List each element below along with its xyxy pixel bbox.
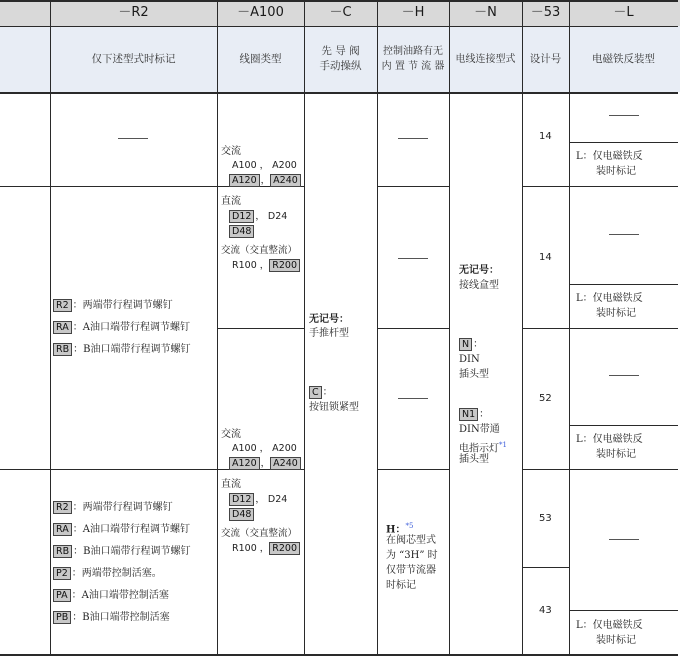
r2g1-item-1: RA ：A油口端带行程调节螺钉: [53, 321, 190, 335]
code-l: －L: [613, 5, 634, 20]
h-dash-3: [398, 398, 428, 399]
r2-none-dash: [118, 138, 148, 139]
r2g2-item-1: RA ：A油口端带行程调节螺钉: [53, 523, 190, 537]
header-h: 控制油路有无 内 置 节 流 器: [381, 46, 445, 72]
design-number-3: 53: [539, 513, 552, 524]
header-53: 设计号: [529, 52, 562, 65]
coil2-rect-line: R100 ， R200: [232, 542, 301, 556]
reverse-2-line2: 装时标记: [596, 308, 636, 319]
r2-group1: [53, 299, 190, 357]
wiring-none-label: 无记号：: [459, 265, 499, 276]
wiring-n1-line-1: 电指示灯$^{*1}$: [459, 441, 507, 455]
wiring-n-line: N ：: [459, 338, 483, 352]
r2-group2: [53, 501, 190, 625]
reverse-3-line2: 装时标记: [596, 449, 636, 460]
code-53: －53: [530, 5, 561, 20]
coil1-rect-label: 交流（交直整流）: [221, 245, 298, 256]
coil1-dc-line1: D12 ， D24: [229, 210, 287, 224]
r2g2-item-3: P2 ：两端带控制活塞。: [53, 567, 190, 581]
reverse-4-line2: 装时标记: [596, 635, 636, 646]
r2g2-item-4: PA ：A油口端带控制活塞: [53, 589, 190, 603]
r2g2-item-0: R2 ：两端带行程调节螺钉: [53, 501, 190, 515]
wiring-n1-line-0: DIN带通: [459, 424, 500, 435]
r2g1-item-0: R2 ：两端带行程调节螺钉: [53, 299, 190, 313]
wiring-n1-line-2: 插头型: [459, 454, 489, 465]
coil1-ac-label: 交流: [221, 146, 241, 157]
header-n: 电线连接型式: [455, 53, 516, 65]
reverse-1-line1: L：仅电磁铁反: [576, 151, 643, 162]
l-dash-4: [609, 539, 639, 540]
coil1-dc-line2: D48: [229, 225, 255, 239]
r2g2-item-5: PB ：B油口端带控制活塞: [53, 611, 190, 625]
wiring-n-line-1: 插头型: [459, 369, 489, 380]
design-number-1: 14: [539, 252, 552, 263]
reverse-1-line2: 装时标记: [596, 166, 636, 177]
coil1-rect-line: R100 ， R200: [232, 259, 301, 273]
coil1-dc-label: 直流: [221, 196, 241, 207]
r2g1-item-2: RB ：B油口端带行程调节螺钉: [53, 343, 190, 357]
code-a100: －A100: [237, 5, 284, 20]
manual-none-text: 手推杆型: [309, 328, 349, 339]
coil2-ac-line2: A120 ， A240: [229, 457, 302, 471]
header-l: 电磁铁反装型: [592, 52, 655, 65]
coil2-dc-label: 直流: [221, 479, 241, 490]
design-number-4: 43: [539, 605, 552, 616]
design-number-2: 52: [539, 393, 552, 404]
h-dash-2: [398, 258, 428, 259]
header-r2: 仅下述型式时标记: [91, 52, 176, 65]
r2g2-item-2: RB ：B油口端带行程调节螺钉: [53, 545, 190, 559]
l-dash-2: [609, 234, 639, 235]
throttle-line-1: 为 “3H” 时: [386, 550, 438, 561]
wiring-n1-line: N1 ：: [459, 408, 489, 422]
throttle-line-0: 在阀芯型式: [386, 535, 436, 546]
manual-c-text: 按钮锁紧型: [309, 402, 359, 413]
wiring-none-text: 接线盒型: [459, 280, 499, 291]
l-dash-3: [609, 375, 639, 376]
reverse-2-line1: L：仅电磁铁反: [576, 293, 643, 304]
coil1-ac-line2: A120 ， A240: [229, 174, 302, 188]
code-r2: －R2: [118, 5, 149, 20]
coil1-ac-line1: A100 ， A200: [232, 160, 297, 171]
header-c: 先 导 阀 手动操纵: [319, 45, 362, 72]
coil2-dc-line2: D48: [229, 508, 255, 522]
code-c: －C: [329, 5, 352, 20]
wiring-n-line-0: DIN: [459, 354, 480, 365]
header-a100: 线圈类型: [239, 52, 282, 65]
throttle-h-label: H：$^{*5}$: [386, 522, 414, 536]
manual-c-line: C ：: [309, 386, 333, 400]
h-dash-1: [398, 138, 428, 139]
design-number-0: 14: [539, 131, 552, 142]
code-h: －H: [401, 5, 425, 20]
coil2-dc-line1: D12 ， D24: [229, 493, 287, 507]
coil2-ac-label: 交流: [221, 429, 241, 440]
manual-none-label: 无记号：: [309, 314, 349, 325]
reverse-4-line1: L：仅电磁铁反: [576, 620, 643, 631]
throttle-line-3: 时标记: [386, 580, 416, 591]
throttle-line-2: 仅带节流器: [386, 565, 436, 576]
reverse-3-line1: L：仅电磁铁反: [576, 434, 643, 445]
code-n: －N: [474, 5, 497, 20]
l-dash-1: [609, 115, 639, 116]
coil2-ac-line1: A100 ， A200: [232, 443, 297, 454]
coil2-rect-label: 交流（交直整流）: [221, 528, 298, 539]
